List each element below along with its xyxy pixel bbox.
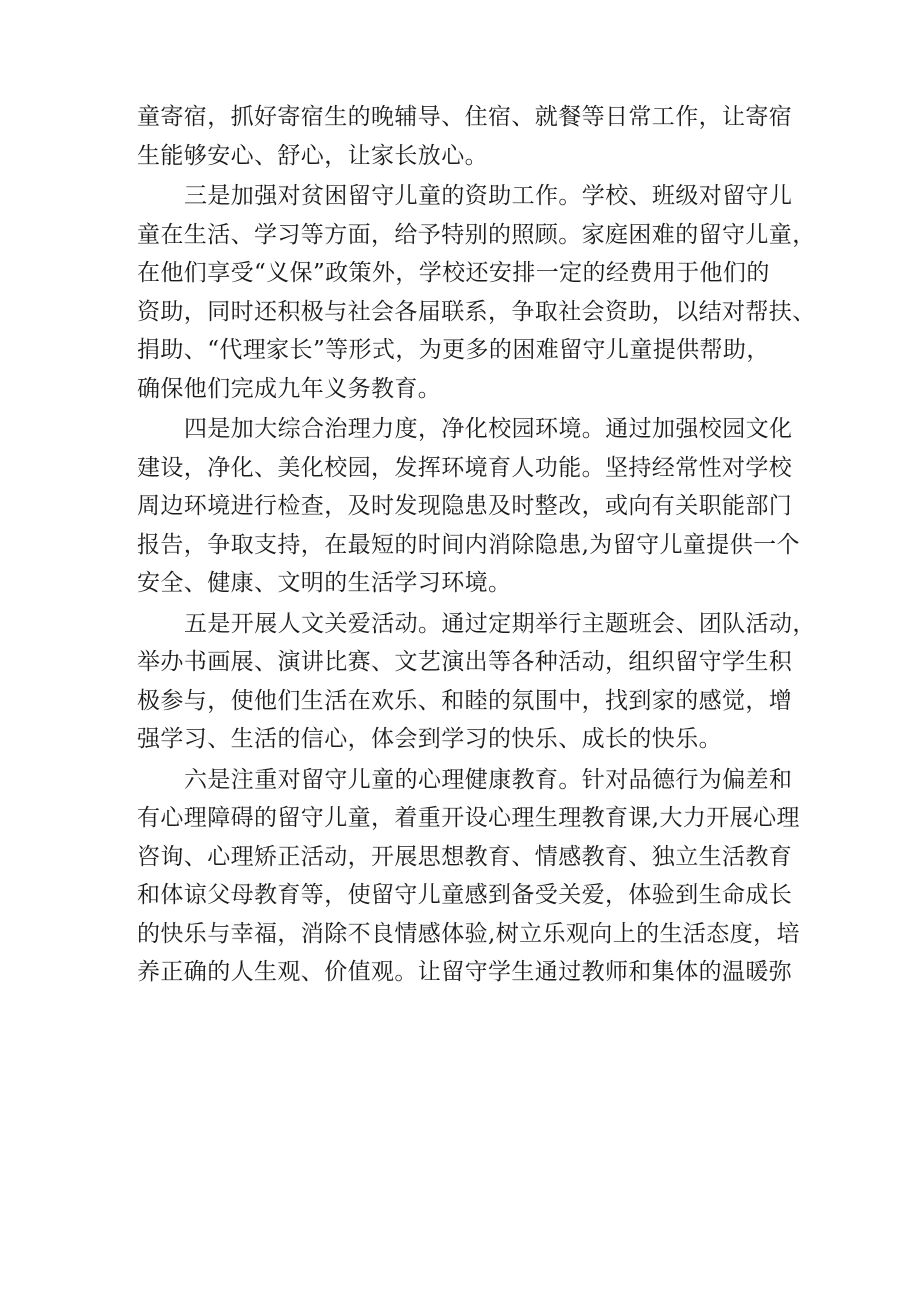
paragraph-line: 和体谅父母教育等，使留守儿童感到备受关爱，体验到生命成长: [137, 882, 793, 908]
paragraph-point-six: [137, 761, 800, 992]
paragraph-line: 极参与，使他们生活在欢乐、和睦的氛围中，找到家的感觉，增: [137, 687, 793, 714]
paragraph-line: 在他们享受“义保”政策外，学校还安排一定的经费用于他们的: [137, 260, 770, 286]
paragraph-line: 生能够安心、舒心，让家长放心。: [137, 142, 488, 169]
paragraph-point-five: [137, 605, 816, 759]
paragraph-first-line: 四是加大综合治理力度，净化校园环境。通过加强校园文化: [184, 416, 793, 442]
paragraph-point-three: [137, 177, 816, 408]
paragraph-point-four: [137, 410, 800, 603]
paragraph-line: 养正确的人生观、价值观。让留守学生通过教师和集体的温暖弥: [137, 959, 793, 985]
paragraph-line: 安全、健康、文明的生活学习环境。: [137, 570, 512, 596]
paragraph-line: 周边环境进行检查，及时发现隐患及时整改，或向有关职能部门: [137, 493, 793, 519]
paragraph-line: 资助，同时还积极与社会各届联系，争取社会资助，以结对帮扶、: [137, 298, 816, 325]
paragraph-continuation: [137, 98, 797, 175]
paragraph-first-line: 三是加强对贫困留守儿童的资助工作。学校、班级对留守儿: [184, 183, 793, 209]
paragraph-line: 咨询、心理矫正活动，开展思想教育、情感教育、独立生活教育: [137, 843, 793, 870]
paragraph-line: 建设，净化、美化校园，发挥环境育人功能。坚持经常性对学校: [137, 454, 793, 481]
paragraph-line: 强学习、生活的信心，体会到学习的快乐、成长的快乐。: [137, 726, 722, 752]
paragraph-line: 童寄宿，抓好寄宿生的晚辅导、住宿、就餐等日常工作，让寄宿: [137, 104, 793, 130]
paragraph-line: 童在生活、学习等方面，给予特别的照顾。家庭困难的留守儿童，: [137, 221, 816, 248]
paragraph-line: 举办书画展、演讲比赛、文艺演出等各种活动，组织留守学生积: [137, 649, 793, 675]
paragraph-line: 报告，争取支持，在最短的时间内消除隐患,为留守儿童提供一个: [137, 531, 800, 558]
paragraph-first-line: 六是注重对留守儿童的心理健康教育。针对品德行为偏差和: [184, 766, 793, 793]
paragraph-first-line: 五是开展人文关爱活动。通过定期举行主题班会、团队活动，: [184, 610, 816, 637]
paragraph-line: 捐助、“代理家长”等形式，为更多的困难留守儿童提供帮助，: [137, 337, 770, 363]
paragraph-line: 有心理障碍的留守儿童，着重开设心理生理教育课,大力开展心理: [137, 805, 800, 831]
document-body: [137, 96, 816, 992]
paragraph-line: 的快乐与幸福，消除不良情感体验,树立乐观向上的生活态度，培: [137, 920, 800, 947]
paragraph-line: 确保他们完成九年义务教育。: [137, 375, 442, 402]
